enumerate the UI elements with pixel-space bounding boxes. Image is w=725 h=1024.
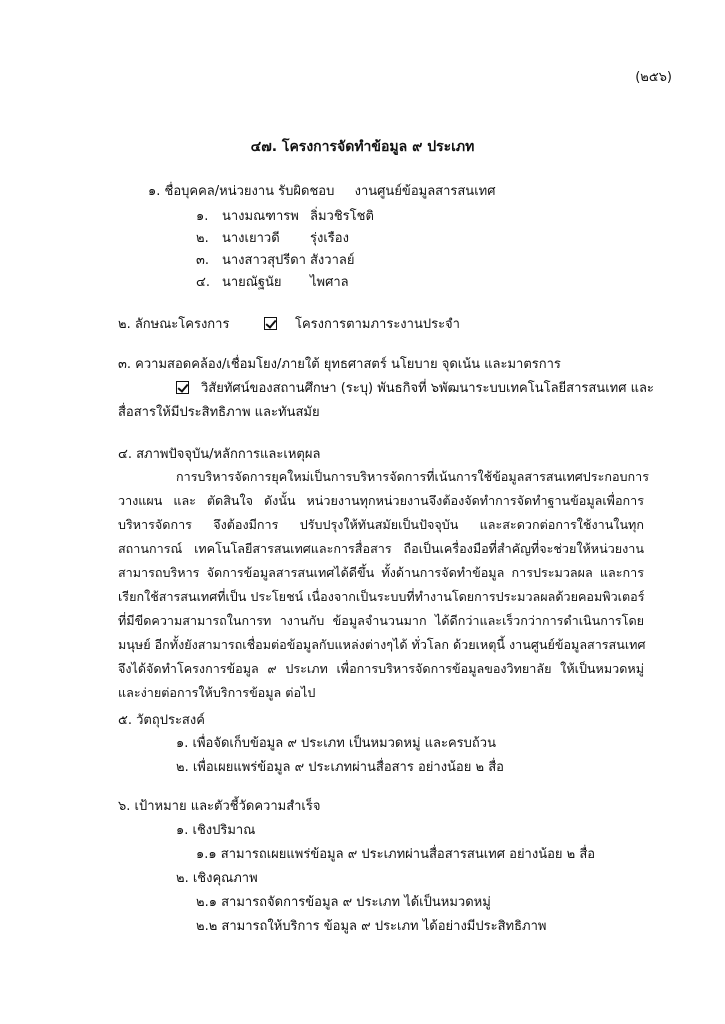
paragraph-line: สามารถบริหาร จัดการข้อมูลสารสนเทศได้ดีขึ้น ทั้งด้านการจัดทำข้อมูล การประมวลผล และการ [118, 565, 644, 580]
quantity-item: ๑.๑ สามารถเผยแพร่ข้อมูล ๙ ประเภทผ่านสื่อสารสนเทศ อย่างน้อย ๒ สื่อ [196, 847, 596, 862]
paragraph-line: บริหารจัดการ จึงต้องมีการ ปรับปรุงให้ทันสมัยเป็นปัจจุบัน และสะดวกต่อการใช้งานในทุก [118, 517, 644, 532]
paragraph-line: สถานการณ์ เทคโนโลยีสารสนเทศและการสื่อสาร ถือเป็นเครื่องมือที่สำคัญที่จะช่วยให้หน่วยงาน [118, 541, 644, 556]
section4-heading: ๔. สภาพปัจจุบัน/หลักการและเหตุผล [118, 447, 321, 462]
objective-item: ๒. เพื่อเผยแพร่ข้อมูล ๙ ประเภทผ่านสื่อสาร อย่างน้อย ๒ สื่อ [176, 760, 504, 775]
section3-heading: ๓. ความสอดคล้อง/เชื่อมโยง/ภายใต้ ยุทธศาสตร์ นโยบาย จุดเน้น และมาตรการ [118, 357, 561, 372]
checked-box-icon [176, 381, 189, 394]
person-row: ๓. นางสาวสุปรีดา สังวาลย์ [196, 253, 355, 268]
paragraph-line: มนุษย์ อีกทั้งยังสามารถเชื่อมต่อข้อมูลกับแหล่งต่างๆได้ ทั่วโลก ด้วยเหตุนี้ งานศูนย์ข้อมูลสารสนเทศ [118, 637, 646, 652]
person-row: ๑. นางมณฑารพ ลิ่มวชิรโชติ [196, 209, 374, 224]
section1-label: ๑. ชื่อบุคคล/หน่วยงาน รับผิดชอบ [148, 184, 335, 199]
section3-item: วิสัยทัศน์ของสถานศึกษา (ระบุ) พันธกิจที่ ๖พัฒนาระบบเทคโนโลยีสารสนเทศ และ [176, 380, 654, 398]
section3-continuation: สื่อสารให้มีประสิทธิภาพ และทันสมัย [118, 405, 320, 420]
page-title: ๔๗. โครงการจัดทำข้อมูล ๙ ประเภท [250, 139, 475, 155]
paragraph-line: และง่ายต่อการให้บริการข้อมูล ต่อไป [118, 685, 316, 700]
objective-item: ๑. เพื่อจัดเก็บข้อมูล ๙ ประเภท เป็นหมวดหมู่ และครบถ้วน [176, 736, 496, 751]
responsible-unit: งานศูนย์ข้อมูลสารสนเทศ [354, 184, 496, 199]
quality-heading: ๒. เชิงคุณภาพ [176, 871, 258, 886]
person-row: ๒. นางเยาวดี รุ่งเรือง [196, 231, 349, 246]
section5-heading: ๕. วัตถุประสงค์ [118, 713, 205, 728]
quantity-heading: ๑. เชิงปริมาณ [176, 823, 256, 838]
section1-heading [148, 183, 495, 201]
project-type: โครงการตามภาระงานประจำ [295, 317, 460, 332]
paragraph-line: จึงได้จัดทำโครงการข้อมูล ๙ ประเภท เพื่อการบริหารจัดการข้อมูลของวิทยาลัย ให้เป็นหมวดหมู่ [118, 661, 644, 676]
paragraph-line: ที่มีขีดความสามารถในการท างานกับ ข้อมูลจำนวนมาก ได้ดีกว่าและเร็วกว่าการดำเนินการโดย [118, 613, 644, 628]
quality-item: ๒.๒ สามารถให้บริการ ข้อมูล ๙ ประเภท ได้อย่างมีประสิทธิภาพ [196, 919, 547, 934]
section2-label: ๒. ลักษณะโครงการ [118, 317, 230, 332]
section2-heading [118, 316, 460, 334]
quality-item: ๒.๑ สามารถจัดการข้อมูล ๙ ประเภท ได้เป็นหมวดหมู่ [196, 895, 491, 910]
section6-heading: ๖. เป้าหมาย และตัวชี้วัดความสำเร็จ [118, 799, 321, 814]
person-row: ๔. นายณัฐนัย ไพศาล [196, 275, 349, 290]
checked-box-icon [264, 317, 277, 330]
page-number: (๒๕๖) [635, 70, 672, 85]
paragraph-line: เรียกใช้สารสนเทศที่เป็น ประโยชน์ เนื่องจากเป็นระบบที่ทำงานโดยการประมวลผลด้วยคอมพิวเตอร์ [118, 589, 645, 604]
paragraph-line: วางแผน และ ตัดสินใจ ดังนั้น หน่วยงานทุกหน่วยงานจึงต้องจัดทำการจัดทำฐานข้อมูลเพื่อการ [118, 493, 644, 508]
paragraph-line: การบริหารจัดการยุคใหม่เป็นการบริหารจัดการที่เน้นการใช้ข้อมูลสารสนเทศประกอบการ [176, 469, 649, 484]
